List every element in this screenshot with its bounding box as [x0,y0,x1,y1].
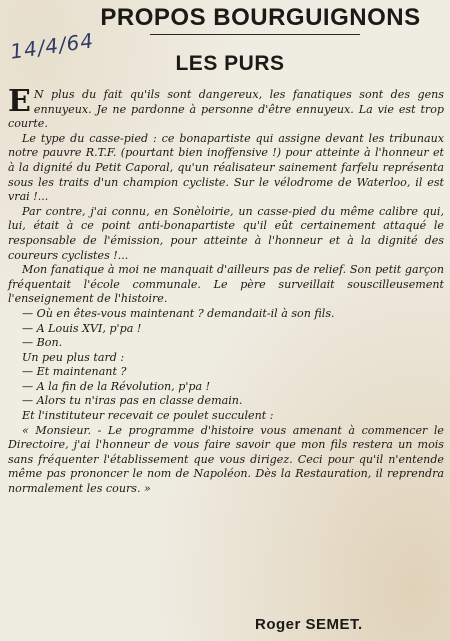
paragraph-1-text: N plus du fait qu'ils sont dangereux, les fanatiques sont des gens ennuyeux. Je ne pardonne à personne d'être ennuyeux. La vie est trop courte. [8,88,444,131]
paragraph-3: Par contre, j'ai connu, en Sonèloirie, un casse-pied du même calibre qui, lui, était à ce point anti-bonapartiste qu'il eût certainement attaqué le responsable de l'émission, pour atteinte à l'honneur et à la dignité des coureurs cyclistes !... [8,204,444,262]
article-title: LES PURS [175,52,285,75]
narration-line: Un peu plus tard : [22,350,125,364]
title-divider [150,34,360,35]
paragraph-4: Mon fanatique à moi ne manquait d'ailleurs pas de relief. Son petit garçon fréquentait l'école communale. Le père surveillait souscilleusement l'enseignement de l'histoire. [8,263,444,306]
narration-line: Et l'instituteur recevait ce poulet succulent : [22,409,274,423]
dialogue-line: — Alors tu n'iras pas en classe demain. [22,394,243,408]
dialogue-line: — Bon. [22,336,63,350]
article-body [8,84,444,497]
drop-cap: E [8,84,31,119]
dialogue-line: — Et maintenant ? [22,365,127,379]
paragraph-2: Le type du casse-pied : ce bonapartiste qui assigne devant les tribunaux notre pauvre R.T.F. (pourtant bien inoffensive !) pour atteinte à l'honneur et à la dignité du Petit Caporal, qu'un réalisateur sainement farfelu représenta sous les traits d'un champion cycliste. Sur le vélodrome de Waterloo, il est vrai !... [8,131,444,204]
author-signature: Roger SEMET. [255,616,363,633]
letter-quote: « Monsieur. - Le programme d'histoire vous amenant à commencer le Directoire, j'ai l'honneur de vous faire savoir que mon fils restera un mois sans fréquenter l'établissement que vous dirigez. Ceci pour qu'il n'entende même pas prononcer le nom de Napoléon. Dès la Restauration, il reprendra normalement les cours. » [8,423,444,496]
series-title: PROPOS BOURGUIGNONS [100,4,421,31]
dialogue-line: — A Louis XVI, p'pa ! [22,321,142,335]
dialogue-line: — Où en êtes-vous maintenant ? demandait-il à son fils. [22,306,335,320]
paragraph-1 [8,84,444,132]
dialogue-line: — A la fin de la Révolution, p'pa ! [22,379,211,393]
handwritten-date: 14/4/64 [8,28,96,64]
